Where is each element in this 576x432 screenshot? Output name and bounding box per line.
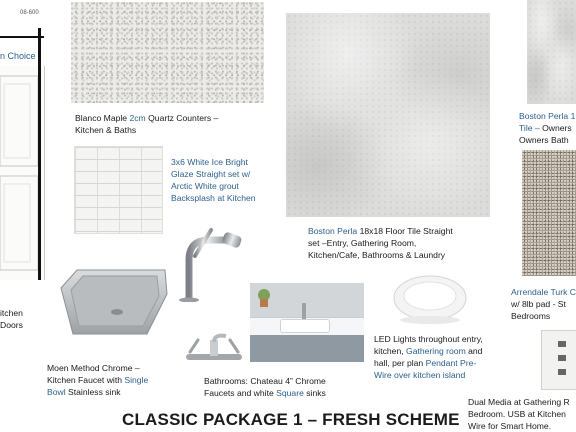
carpet-swatch [522, 150, 576, 276]
floor-tile-caption: Boston Perla 18x18 Floor Tile Straight set –Entry, Gathering Room, Kitchen/Cafe, Bathrooms & Laundry [308, 226, 453, 260]
cabinet-caption: itchen Doors [0, 308, 23, 330]
wall-tile-caption: Boston Perla 1 Tile – Owners Owners Bath [519, 111, 576, 145]
cabinet-rail-top [0, 36, 44, 38]
header-choice: n Choice [0, 51, 36, 61]
quartz-caption: Blanco Maple 2cm Quartz Counters – Kitchen & Baths [75, 113, 219, 135]
carpet-caption: Arrendale Turk C w/ 8lb pad - St Bedrooms [511, 287, 576, 321]
floor-tile-swatch [286, 13, 490, 217]
bath-faucet-caption: Bathrooms: Chateau 4” Chrome Faucets and white Square sinks [204, 376, 326, 398]
wall-tile-swatch [527, 0, 576, 104]
backsplash-caption: 3x6 White Ice Bright Glaze Straight set w/ Arctic White grout Backsplash at Kitchen [171, 157, 256, 203]
package-title: CLASSIC PACKAGE 1 – FRESH SCHEME [122, 410, 460, 429]
bath-vanity-image [250, 283, 364, 362]
cabinet-swatch [0, 66, 45, 280]
kitchen-faucet-image [175, 226, 251, 302]
backsplash-swatch [74, 146, 163, 234]
cabinet-rail [38, 28, 41, 280]
quartz-swatch [71, 2, 264, 103]
stainless-sink-image [55, 266, 171, 338]
bath-faucet-image [182, 326, 246, 364]
header-code: 08-600 [20, 10, 39, 16]
led-light-image [392, 272, 468, 328]
media-plate-image [541, 330, 576, 390]
media-caption: Dual Media at Gathering R Bedroom. USB at Kitchen Wire for Smart Home. [468, 397, 570, 431]
led-caption: LED Lights throughout entry, kitchen, Gathering room and hall, per plan Pendant Pre- Wire over kitchen island [374, 334, 483, 380]
kitchen-faucet-caption: Moen Method Chrome – Kitchen Faucet with Single Bowl Stainless sink [47, 363, 149, 397]
